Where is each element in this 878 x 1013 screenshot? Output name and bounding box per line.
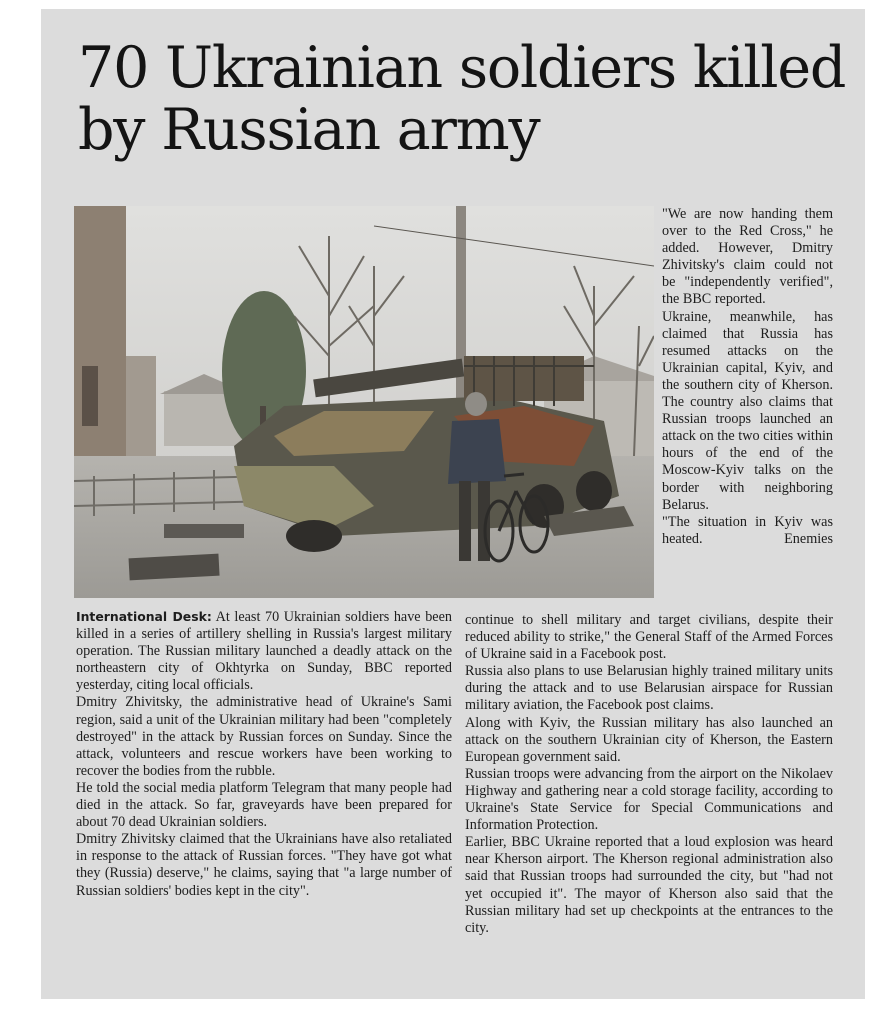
paragraph: "The situation in Kyiv was heated. Enemies [662, 513, 833, 547]
dateline: International Desk: [76, 609, 212, 624]
paragraph: "We are now handing them over to the Red Cross," he added. However, Dmitry Zhivitsky's claim could not be "independently verified", the BBC reported. [662, 206, 833, 308]
paragraph: Dmitry Zhivitsky, the administrative head of Ukraine's Sami region, said a unit of the Ukrainian military had been "completely destroyed" in the attack by Russian forces on Sunday. Since the attack, volunteers and rescue workers have been working to recover the bodies from the rubble. [76, 694, 452, 779]
paragraph: continue to shell military and target civilians, despite their reduced ability to strike," the General Staff of the Armed Forces of Ukraine said in a Facebook post. [465, 612, 833, 663]
paragraph: Russia also plans to use Belarusian highly trained military units during the attack and to use Belarusian airspace for Russian military aviation, the Facebook post claims. [465, 663, 833, 714]
paragraph: He told the social media platform Telegram that many people had died in the attack. So far, graveyards have been prepared for about 70 dead Ukrainian soldiers. [76, 779, 452, 831]
paragraph: Ukraine, meanwhile, has claimed that Russia has resumed attacks on the Ukrainian capital, Kyiv, and the southern city of Kherson. The country also claims that Russian troops launched an attack on the two cities within hours of the end of the Moscow-Kyiv talks on the border with neighboring Belarus. [662, 308, 833, 513]
paragraph: Along with Kyiv, the Russian military has also launched an attack on the southern Ukrainian city of Kherson, the Eastern European government said. [465, 714, 833, 765]
paragraph: Russian troops were advancing from the airport on the Nikolaev Highway and gathering near a cold storage facility, according to Ukraine's State Service for Special Communications and Information Protection. [465, 765, 833, 834]
lead-paragraph [76, 608, 452, 694]
paragraph: Earlier, BBC Ukraine reported that a loud explosion was heard near Kherson airport. The Kherson regional administration also said that Russian troops had surrounded the city, but "had not yet occupied it". The mayor of Kherson also said that the Russian military had set up checkpoints at the entrances to the city. [465, 834, 833, 936]
headline: 70 Ukrainian soldiers killed by Russian army [78, 35, 846, 163]
destroyed-vehicle-icon [74, 206, 654, 598]
article-column-middle [465, 612, 833, 937]
news-photo [74, 206, 654, 598]
article-column-right [662, 206, 833, 548]
paragraph: Dmitry Zhivitsky claimed that the Ukrainians have also retaliated in response to the attack of Russian forces. "They have got what they (Russia) deserve," he claims, saying that "a large number of Russian soldiers' bodies kept in the city". [76, 831, 452, 899]
article-column-left [76, 608, 452, 900]
news-clipping [41, 9, 865, 999]
lead-text: At least 70 Ukrainian soldiers have been killed in a series of artillery shelling in Russia's largest military operation. The Russian military launched a deadly attack on the northeastern city of Okhtyrka on Sunday, BBC reported yesterday, citing local officials. [76, 609, 452, 694]
